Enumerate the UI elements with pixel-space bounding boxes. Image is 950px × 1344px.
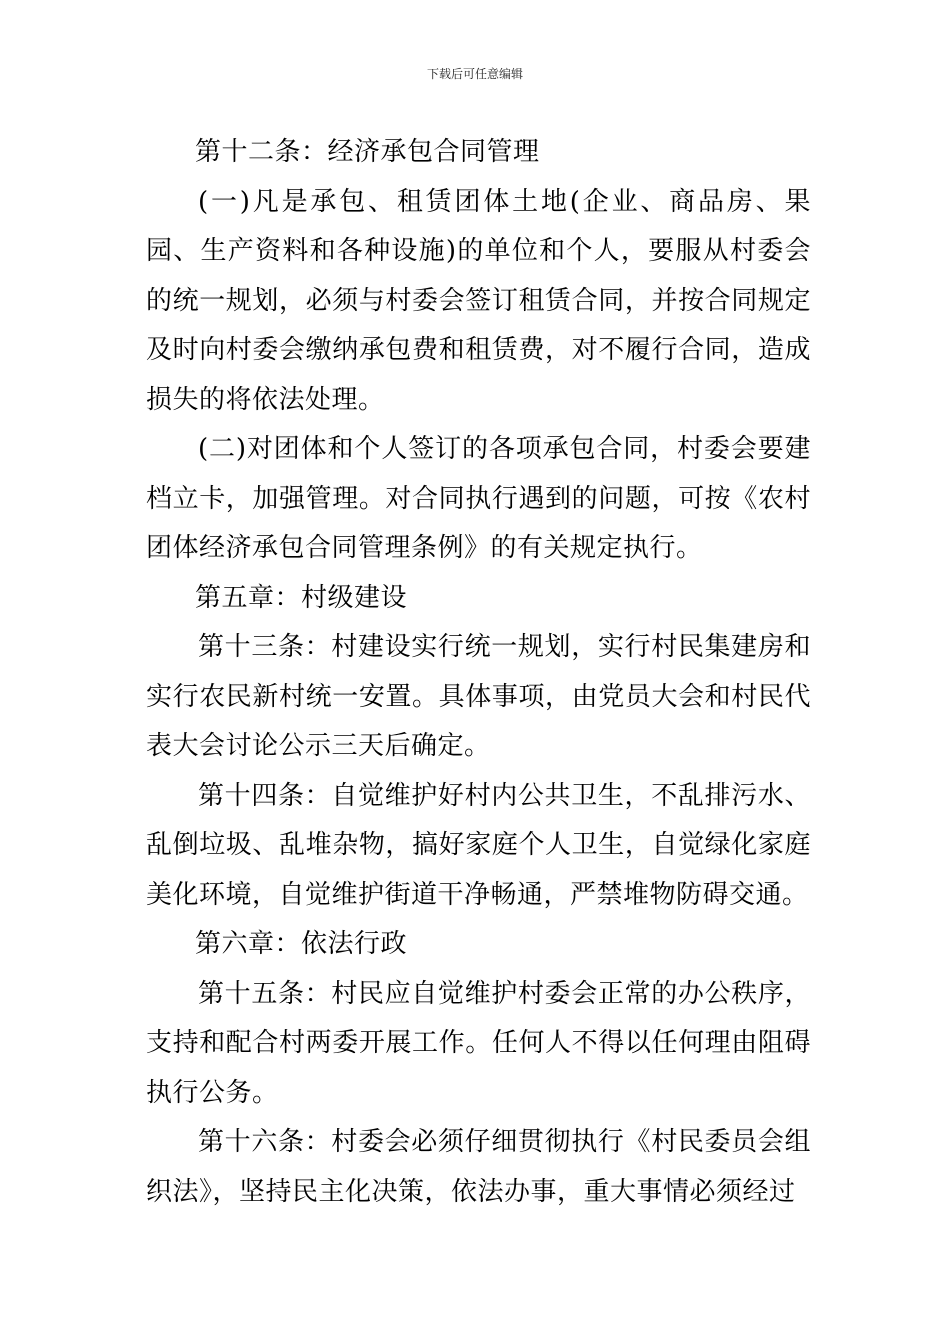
article-13: 第十三条：村建设实行统一规划，实行村民集建房和实行农民新村统一安置。具体事项，由党员大会和村民代表大会讨论公示三天后确定。 <box>146 632 811 761</box>
article-12-heading: 第十二条：经济承包合同管理 <box>195 137 540 167</box>
chapter-6-heading: 第六章：依法行政 <box>195 929 408 959</box>
article-14: 第十四条：自觉维护好村内公共卫生，不乱排污水、乱倒垃圾、乱堆杂物，搞好家庭个人卫生，自觉绿化家庭美化环境，自觉维护街道干净畅通，严禁堆物防碍交通。 <box>146 780 811 910</box>
article-12-clause-1: (一)凡是承包、租赁团体土地(企业、商品房、果园、生产资料和各种设施)的单位和个人，要服从村委会的统一规划，必须与村委会签订租赁合同，并按合同规定及时向村委会缴纳承包费和租赁费，对不履行合同，造成损失的将依法处理。 <box>146 186 811 415</box>
chapter-5-heading: 第五章：村级建设 <box>195 582 408 613</box>
article-12-clause-2: (二)对团体和个人签订的各项承包合同，村委会要建档立卡，加强管理。对合同执行遇到的问题，可按《农村团体经济承包合同管理条例》的有关规定执行。 <box>146 434 811 563</box>
article-15: 第十五条：村民应自觉维护村委会正常的办公秩序，支持和配合村两委开展工作。任何人不得以任何理由阻碍执行公务。 <box>146 978 811 1108</box>
article-16: 第十六条：村委会必须仔细贯彻执行《村民委员会组织法》，坚持民主化决策，依法办事，重大事情必须经过 <box>146 1127 811 1207</box>
page-header-note: 下载后可任意编辑 <box>426 67 523 81</box>
document-body <box>146 128 811 1217</box>
